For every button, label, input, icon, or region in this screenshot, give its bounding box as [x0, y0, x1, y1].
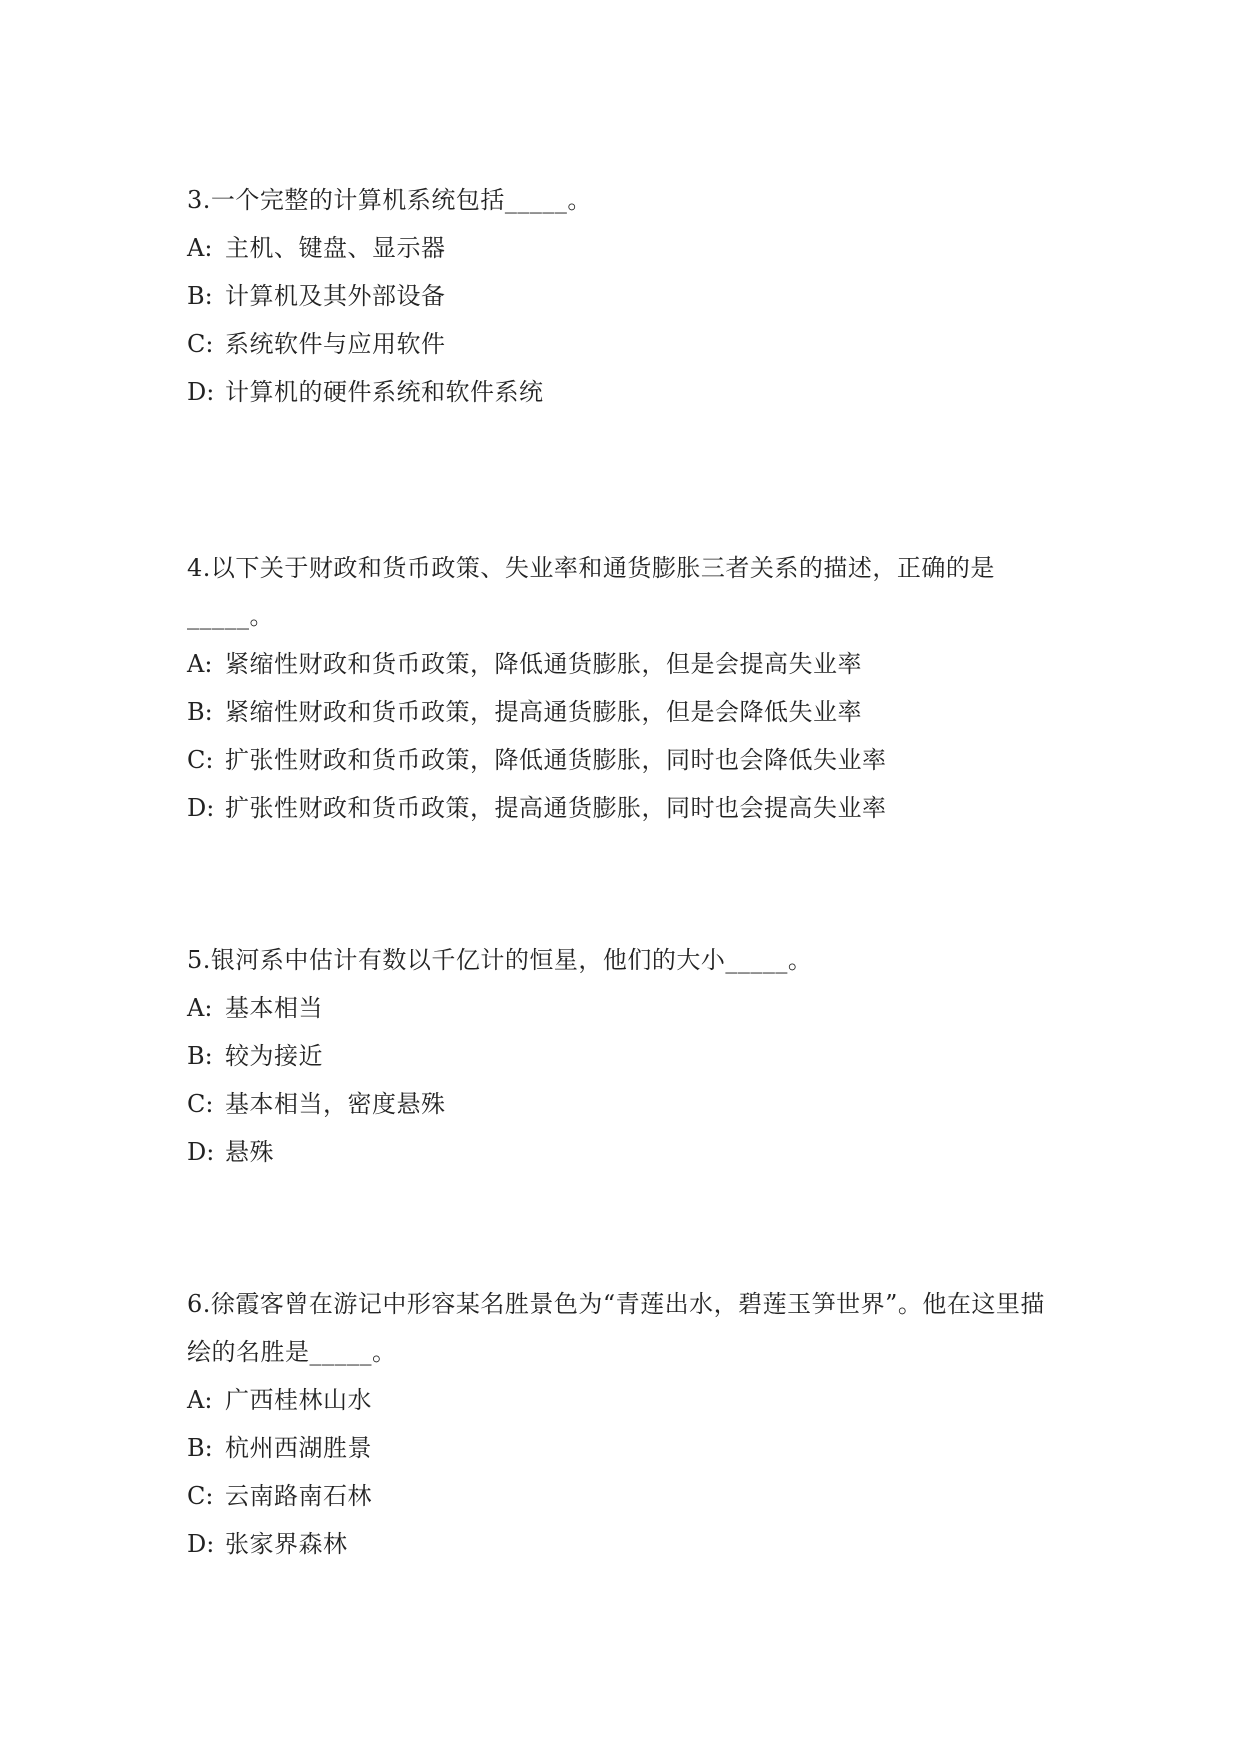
option-text: 张家界森林: [225, 1530, 348, 1558]
option-letter: C:: [187, 330, 214, 358]
option-text: 云南路南石林: [225, 1482, 372, 1510]
option-text: 杭州西湖胜景: [225, 1434, 372, 1462]
option-c: [187, 736, 1067, 784]
option-a: [187, 640, 1067, 688]
question-3: [187, 176, 1067, 416]
option-letter: C:: [187, 746, 214, 774]
question-6: [187, 1280, 1067, 1568]
option-b: [187, 688, 1067, 736]
option-a: [187, 1376, 1067, 1424]
question-5: [187, 936, 1067, 1176]
option-d: [187, 1520, 1067, 1568]
option-letter: C:: [187, 1482, 214, 1510]
option-text: 紧缩性财政和货币政策，提高通货膨胀，但是会降低失业率: [225, 698, 862, 726]
option-text: 扩张性财政和货币政策，降低通货膨胀，同时也会降低失业率: [225, 746, 887, 774]
option-text: 主机、键盘、显示器: [225, 234, 446, 262]
option-text: 紧缩性财政和货币政策，降低通货膨胀，但是会提高失业率: [225, 650, 862, 678]
option-b: [187, 1424, 1067, 1472]
option-b: [187, 1032, 1067, 1080]
option-letter: A:: [187, 1386, 213, 1414]
option-d: [187, 784, 1067, 832]
option-c: [187, 1080, 1067, 1128]
option-text: 基本相当，密度悬殊: [225, 1090, 446, 1118]
option-letter: B:: [187, 1434, 213, 1462]
option-d: [187, 1128, 1067, 1176]
option-letter: A:: [187, 234, 213, 262]
option-letter: B:: [187, 698, 213, 726]
option-text: 扩张性财政和货币政策，提高通货膨胀，同时也会提高失业率: [225, 794, 887, 822]
option-letter: C:: [187, 1090, 214, 1118]
option-letter: D:: [187, 794, 215, 822]
option-c: [187, 320, 1067, 368]
option-a: [187, 984, 1067, 1032]
option-letter: B:: [187, 1042, 213, 1070]
question-stem: 4.以下关于财政和货币政策、失业率和通货膨胀三者关系的描述，正确的是_____。: [187, 554, 995, 630]
option-letter: D:: [187, 1530, 215, 1558]
option-text: 计算机及其外部设备: [225, 282, 446, 310]
option-text: 广西桂林山水: [225, 1386, 372, 1414]
option-b: [187, 272, 1067, 320]
question-stem: 3.一个完整的计算机系统包括_____。: [187, 186, 592, 214]
option-text: 基本相当: [225, 994, 323, 1022]
option-text: 悬殊: [225, 1138, 274, 1166]
question-stem: 6.徐霞客曾在游记中形容某名胜景色为“青莲出水，碧莲玉笋世界”。他在这里描绘的名胜是_____。: [187, 1290, 1045, 1366]
option-text: 系统软件与应用软件: [225, 330, 446, 358]
option-text: 计算机的硬件系统和软件系统: [225, 378, 544, 406]
option-letter: D:: [187, 1138, 215, 1166]
question-4: [187, 544, 1067, 832]
option-a: [187, 224, 1067, 272]
option-letter: A:: [187, 994, 213, 1022]
option-letter: A:: [187, 650, 213, 678]
option-d: [187, 368, 1067, 416]
option-letter: B:: [187, 282, 213, 310]
option-c: [187, 1472, 1067, 1520]
option-letter: D:: [187, 378, 215, 406]
option-text: 较为接近: [225, 1042, 323, 1070]
question-stem: 5.银河系中估计有数以千亿计的恒星，他们的大小_____。: [187, 946, 813, 974]
